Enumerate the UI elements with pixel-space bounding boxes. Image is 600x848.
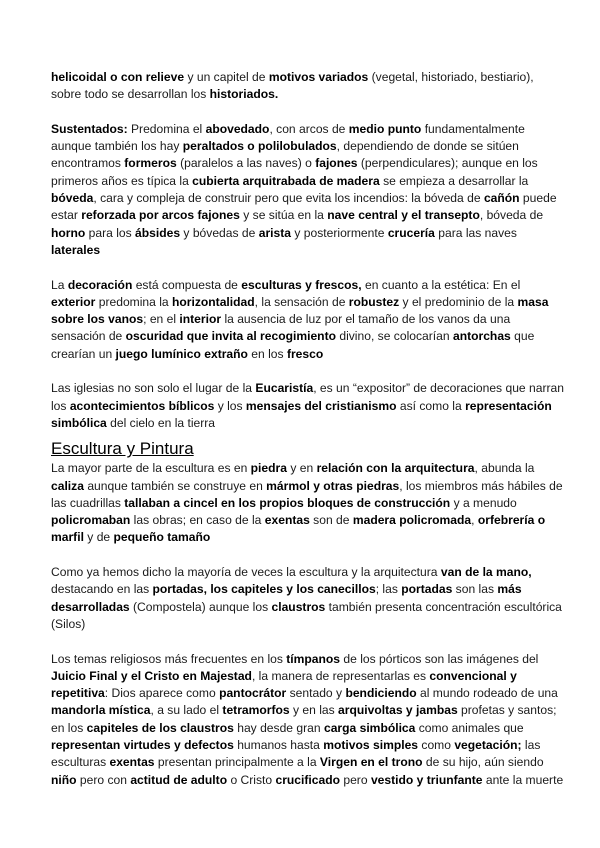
paragraph-spacer bbox=[51, 363, 566, 380]
text-run: , abunda la bbox=[474, 461, 535, 476]
text-run: divino, se colocarían bbox=[335, 329, 453, 344]
text-run: , cara y compleja de construir pero que evita los incendios: la bóveda de bbox=[93, 191, 484, 206]
text-run: y un capitel de bbox=[184, 70, 269, 84]
bold-term: vegetación; bbox=[454, 737, 522, 752]
bold-term: motivos simples bbox=[323, 737, 419, 752]
text-run: para las naves bbox=[434, 225, 517, 240]
paragraph-spacer bbox=[51, 259, 566, 276]
bold-term: interior bbox=[179, 312, 222, 327]
text-run: como bbox=[418, 737, 455, 752]
bold-term: más desarrolladas bbox=[51, 582, 522, 614]
text-run: al mundo rodeado de una bbox=[416, 686, 558, 701]
text-run: destacando en las bbox=[51, 582, 153, 597]
bold-term: relación con la arquitectura bbox=[316, 461, 475, 476]
p-sustentados bbox=[51, 121, 566, 259]
text-run: la ausencia de luz por el tamaño de los vanos da una sensación de bbox=[51, 312, 511, 344]
bold-term: portadas, los capiteles y los canecillos bbox=[152, 582, 376, 597]
bold-term: esculturas y frescos, bbox=[241, 277, 362, 292]
bold-term: helicoidal o con relieve bbox=[51, 70, 185, 84]
text-run: Predomina el bbox=[127, 121, 206, 136]
bold-term: carga simbólica bbox=[323, 720, 416, 735]
text-run: profetas y santos; en los bbox=[51, 703, 557, 735]
bold-term: acontecimientos bíblicos bbox=[69, 398, 215, 413]
text-run: son las bbox=[452, 582, 498, 597]
bold-term: motivos variados bbox=[268, 70, 369, 84]
bold-term: mensajes del cristianismo bbox=[245, 398, 397, 413]
paragraph-spacer bbox=[51, 547, 566, 564]
bold-term: orfebrería o marfil bbox=[51, 513, 546, 545]
bold-term: horno bbox=[51, 225, 86, 240]
bold-term: historiados. bbox=[209, 87, 279, 102]
text-run: las esculturas bbox=[51, 737, 541, 770]
text-run: y el predominio de la bbox=[399, 294, 518, 309]
text-run: hay desde gran bbox=[233, 720, 324, 735]
text-run: en cuanto a la estética: En el bbox=[361, 277, 521, 292]
text-run: , es un “expositor” de decoraciones que narran los bbox=[51, 381, 564, 413]
text-run: y en las bbox=[289, 703, 339, 718]
bold-term: juego lumínico extraño bbox=[115, 346, 248, 361]
p-iglesias bbox=[51, 380, 566, 432]
bold-term: robustez bbox=[348, 294, 400, 309]
bold-term: exentas bbox=[264, 513, 310, 528]
p-escultura bbox=[51, 460, 566, 546]
bold-term: actitud de adulto bbox=[130, 772, 228, 787]
text-run: ante la muerte bbox=[482, 772, 564, 787]
bold-term: Sustentados: bbox=[51, 121, 128, 136]
bold-term: peraltados o polilobulados bbox=[182, 139, 337, 154]
text-run: y los bbox=[214, 398, 246, 413]
bold-term: formeros bbox=[124, 156, 177, 171]
text-run: de los pórticos son las imágenes del bbox=[340, 651, 539, 666]
bold-term: abovedado bbox=[205, 121, 270, 136]
bold-term: capiteles de los claustros bbox=[86, 720, 234, 735]
text-run: así como la bbox=[396, 398, 466, 413]
text-run: las obras; en caso de la bbox=[130, 513, 265, 528]
bold-term: antorchas bbox=[452, 329, 511, 344]
text-run: y posteriormente bbox=[291, 225, 388, 240]
bold-term: tímpanos bbox=[286, 651, 341, 666]
text-run: aunque también se construye en bbox=[83, 478, 267, 493]
bold-term: tallaban a cincel en los propios bloques de construcción bbox=[124, 495, 451, 510]
text-run: y se sitúa en la bbox=[239, 208, 328, 223]
section-arquitectura bbox=[51, 69, 566, 432]
text-run: del cielo en la tierra bbox=[106, 415, 216, 430]
text-run: o Cristo bbox=[227, 772, 276, 787]
text-run: ; las bbox=[375, 582, 402, 597]
bold-term: cubierta arquitrabada de madera bbox=[192, 173, 380, 188]
text-run: predomina la bbox=[95, 294, 173, 309]
bold-term: crucificado bbox=[275, 772, 340, 787]
bold-term: van de la mano, bbox=[440, 565, 532, 580]
bold-term: exterior bbox=[51, 294, 96, 309]
text-run: de su hijo, aún siendo bbox=[422, 755, 544, 770]
text-run: que crearían un bbox=[51, 329, 535, 361]
text-run: , la manera de representarlas es bbox=[251, 668, 430, 683]
text-run: también presenta concentración escultórica (Silos) bbox=[51, 599, 562, 631]
section-heading: Escultura y Pintura bbox=[51, 439, 194, 459]
text-run: ; en el bbox=[143, 312, 180, 327]
text-run: y en bbox=[286, 461, 317, 476]
bold-term: fajones bbox=[315, 156, 358, 171]
text-run: , bbox=[471, 513, 478, 528]
bold-term: nave central y el transepto bbox=[327, 208, 480, 223]
bold-term: pantocrátor bbox=[219, 686, 287, 701]
bold-term: policromaban bbox=[51, 513, 131, 528]
text-run: pero bbox=[340, 772, 371, 787]
bold-term: representación simbólica bbox=[51, 398, 552, 430]
bold-term: medio punto bbox=[348, 121, 422, 136]
text-run: son de bbox=[309, 513, 353, 528]
bold-term: fresco bbox=[286, 346, 324, 361]
paragraph-spacer bbox=[51, 633, 566, 650]
bold-term: horizontalidad bbox=[172, 294, 255, 309]
section-escultura-pintura bbox=[51, 460, 566, 789]
text-run: pero con bbox=[76, 772, 131, 787]
text-run: humanos hasta bbox=[233, 737, 324, 752]
text-run: en los bbox=[247, 346, 287, 361]
text-run: y de bbox=[83, 530, 114, 545]
bold-term: Juicio Final y el Cristo en Majestad bbox=[51, 668, 252, 683]
text-run: (paralelos a las naves) o bbox=[176, 156, 316, 171]
bold-term: oscuridad que invita al recogimiento bbox=[125, 329, 336, 344]
text-run: como animales que bbox=[415, 720, 524, 735]
bold-term: masa sobre los vanos bbox=[51, 294, 549, 327]
bold-term: pequeño tamaño bbox=[113, 530, 211, 545]
bold-term: mármol y otras piedras bbox=[266, 478, 400, 493]
bold-term: bóveda bbox=[51, 191, 94, 206]
bold-term: caliza bbox=[51, 478, 84, 493]
text-run: presentan principalmente a la bbox=[154, 755, 320, 770]
bold-term: crucería bbox=[387, 225, 435, 240]
text-run: se empieza a desarrollar la bbox=[379, 173, 529, 188]
bold-term: mandorla mística bbox=[51, 703, 151, 718]
bold-term: piedra bbox=[250, 461, 287, 476]
bold-term: ábsides bbox=[135, 225, 181, 240]
text-run: (perpendiculares); aunque en los primeros años es típica la bbox=[51, 156, 538, 188]
bold-term: madera policromada bbox=[352, 513, 472, 528]
p-portadas bbox=[51, 564, 566, 633]
text-run: y bóvedas de bbox=[180, 225, 259, 240]
text-run: , dependiendo de donde se sitúen encontramos bbox=[51, 139, 519, 171]
bold-term: portadas bbox=[401, 582, 453, 597]
bold-term: niño bbox=[51, 772, 77, 787]
p-capiteles bbox=[51, 69, 566, 104]
text-run: La mayor parte de la escultura es en bbox=[51, 461, 251, 476]
bold-term: convencional y repetitiva bbox=[51, 668, 517, 701]
text-run: está compuesta de bbox=[132, 277, 242, 292]
p-temas bbox=[51, 651, 566, 789]
text-run: Los temas religiosos más frecuentes en los bbox=[51, 651, 287, 666]
paragraph-spacer bbox=[51, 104, 566, 121]
bold-term: decoración bbox=[67, 277, 133, 292]
text-run: : Dios aparece como bbox=[104, 686, 220, 701]
bold-term: claustros bbox=[271, 599, 326, 614]
text-run: fundamentalmente aunque también los hay bbox=[51, 121, 525, 154]
text-run: , bóveda de bbox=[479, 208, 544, 223]
bold-term: laterales bbox=[51, 242, 101, 257]
bold-term: exentas bbox=[109, 755, 155, 770]
bold-term: bendiciendo bbox=[345, 686, 417, 701]
text-run: (Compostela) aunque los bbox=[129, 599, 272, 614]
p-decoracion bbox=[51, 277, 566, 363]
bold-term: reforzada por arcos fajones bbox=[81, 208, 240, 223]
text-run: , los miembros más hábiles de las cuadrillas bbox=[51, 478, 563, 510]
bold-term: arquivoltas y jambas bbox=[338, 703, 458, 718]
text-run: para los bbox=[85, 225, 136, 240]
bold-term: Eucaristía bbox=[255, 381, 314, 396]
text-run: (vegetal, historiado, bestiario), sobre todo se desarrollan los bbox=[51, 70, 534, 102]
bold-term: vestido y triunfante bbox=[370, 772, 483, 787]
bold-term: cañón bbox=[483, 191, 520, 206]
text-run: puede estar bbox=[51, 191, 557, 223]
text-run: Como ya hemos dicho la mayoría de veces la escultura y la arquitectura bbox=[51, 565, 441, 580]
bold-term: representan virtudes y defectos bbox=[51, 737, 234, 752]
bold-term: arista bbox=[258, 225, 292, 240]
text-run: sentado y bbox=[286, 686, 346, 701]
bold-term: tetramorfos bbox=[222, 703, 290, 718]
text-run: Las iglesias no son solo el lugar de la bbox=[51, 381, 256, 396]
document-page bbox=[51, 69, 566, 789]
text-run: y a menudo bbox=[450, 495, 517, 510]
text-run: La bbox=[51, 277, 68, 292]
bold-term: Virgen en el trono bbox=[319, 755, 423, 770]
text-run: , a su lado el bbox=[150, 703, 223, 718]
text-run: , con arcos de bbox=[269, 121, 349, 136]
text-run: , la sensación de bbox=[254, 294, 349, 309]
